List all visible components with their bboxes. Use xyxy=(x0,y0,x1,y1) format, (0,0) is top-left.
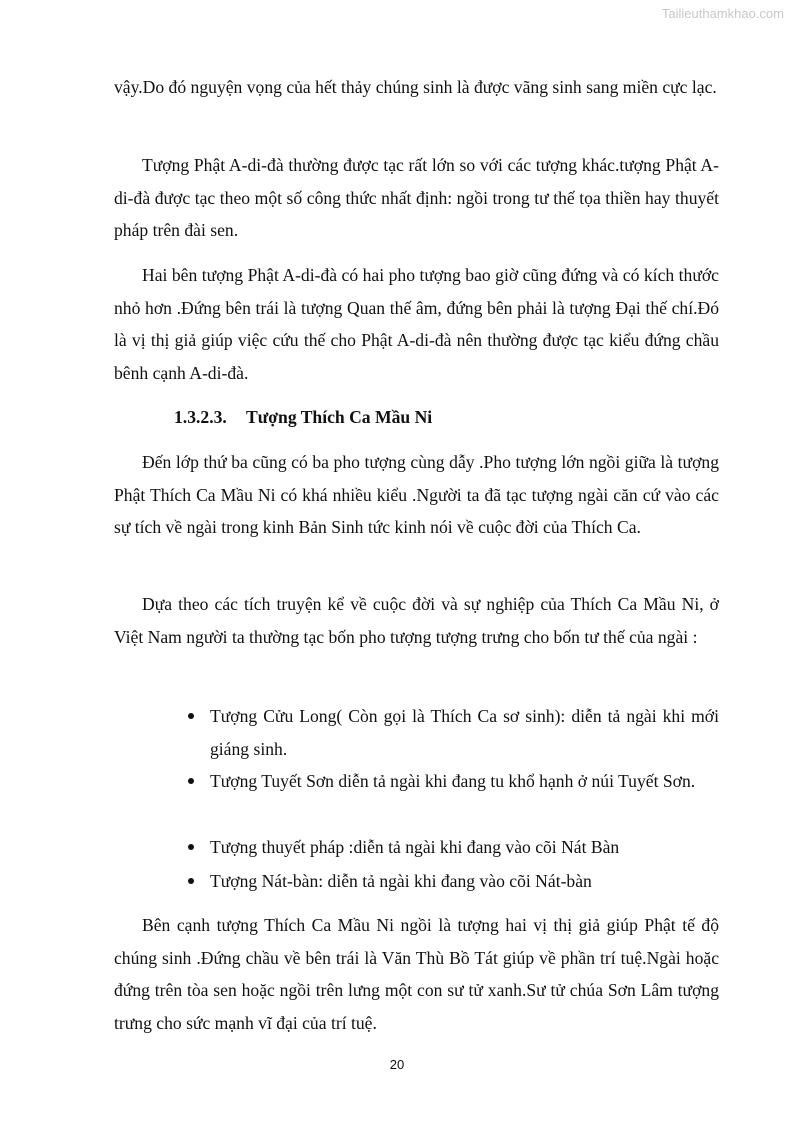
list-item-text: Tượng Tuyết Sơn diễn tả ngài khi đang tu khổ hạnh ở núi Tuyết Sơn. xyxy=(210,771,696,791)
list-item xyxy=(210,865,719,898)
list-item xyxy=(210,765,719,798)
paragraph: Hai bên tượng Phật A-di-đà có hai pho tượng bao giờ cũng đứng và có kích thước nhỏ hơn .Đứng bên trái là tượng Quan thế âm, đứng bên phải là tượng Đại thế chí.Đó là vị thị giả giúp việc cứu thế cho Phật A-di-đà nên thường được tạc kiểu đứng chầu bênh cạnh A-di-đà. xyxy=(114,265,719,383)
bullet-icon xyxy=(188,778,194,784)
section-heading xyxy=(174,401,432,434)
section-title: Tượng Thích Ca Mầu Ni xyxy=(246,407,433,427)
page-number: 20 xyxy=(389,1057,405,1072)
list-item-text: Tượng Cửu Long( Còn gọi là Thích Ca sơ sinh): diễn tả ngài khi mới giáng sinh. xyxy=(210,706,719,759)
bullet-icon xyxy=(188,713,194,719)
list-item xyxy=(210,700,719,765)
paragraph: Dựa theo các tích truyện kể về cuộc đời và sự nghiệp của Thích Ca Mầu Ni, ở Việt Nam người ta thường tạc bốn pho tượng tượng trưng cho bốn tư thế của ngài : xyxy=(114,594,719,647)
bullet-icon xyxy=(188,878,194,884)
paragraph: vậy.Do đó nguyện vọng của hết thảy chúng sinh là được vãng sinh sang miền cực lạc. xyxy=(114,77,717,97)
list-item-text: Tượng Nát-bàn: diễn tả ngài khi đang vào cõi Nát-bàn xyxy=(210,871,592,891)
paragraph: Bên cạnh tượng Thích Ca Mầu Ni ngồi là tượng hai vị thị giả giúp Phật tế độ chúng sinh .Đứng chầu về bên trái là Văn Thù Bồ Tát giúp về phần trí tuệ.Ngài hoặc đứng trên tòa sen hoặc ngồi trên lưng một con sư tử xanh.Sư tử chúa Sơn Lâm tượng trưng cho sức mạnh vĩ đại của trí tuệ. xyxy=(114,915,719,1033)
bullet-icon xyxy=(188,844,194,850)
watermark: Tailieuthamkhao.com xyxy=(661,6,784,21)
section-number: 1.3.2.3. xyxy=(174,407,227,427)
list-item xyxy=(210,831,719,864)
paragraph: Đến lớp thứ ba cũng có ba pho tượng cùng dẫy .Pho tượng lớn ngồi giữa là tượng Phật Thích Ca Mầu Ni có khá nhiều kiểu .Người ta đã tạc tượng ngài căn cứ vào các sự tích về ngài trong kinh Bản Sinh tức kinh nói về cuộc đời của Thích Ca. xyxy=(114,452,719,537)
list-item-text: Tượng thuyết pháp :diễn tả ngài khi đang vào cõi Nát Bàn xyxy=(210,837,620,857)
paragraph: Tượng Phật A-di-đà thường được tạc rất lớn so với các tượng khác.tượng Phật A-di-đà được tạc theo một số công thức nhất định: ngồi trong tư thế tọa thiền hay thuyết pháp trên đài sen. xyxy=(114,155,719,240)
